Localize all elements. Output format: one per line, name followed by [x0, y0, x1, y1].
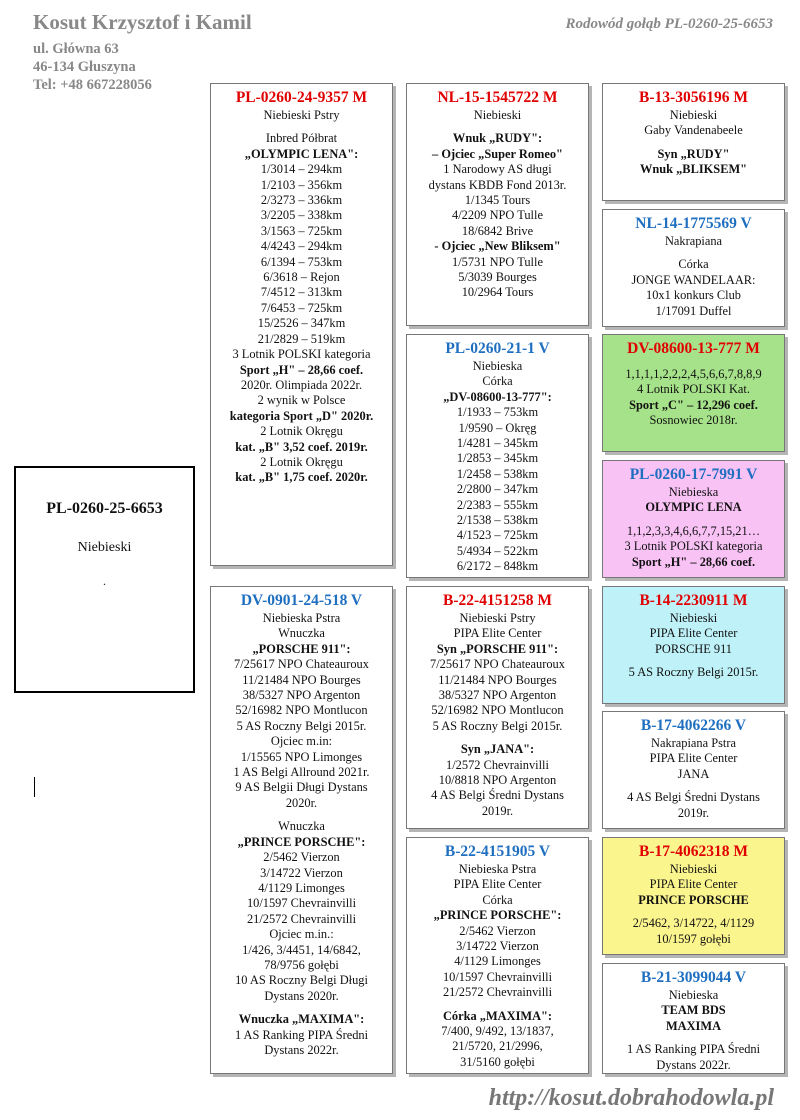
pedigree-line: 6/3618 – Rejon	[263, 270, 340, 285]
pedigree-line: 2/2800 – 347km	[456, 482, 539, 497]
pedigree-title: Rodowód gołąb PL-0260-25-6653	[565, 16, 773, 32]
ring-number: NL-15-1545722 M	[437, 89, 558, 106]
pedigree-line: 4/1523 – 725km	[456, 528, 539, 543]
ring-number: NL-14-1775569 V	[635, 215, 752, 232]
pedigree-line: 10/2964 Tours	[461, 285, 534, 300]
pedigree-line: Gaby Vandenabeele	[644, 123, 743, 138]
ring-number: B-22-4151905 V	[444, 843, 551, 860]
main-bird-box	[14, 466, 195, 693]
breeder-address	[33, 40, 152, 94]
pedigree-line: 21/2829 – 519km	[257, 331, 346, 346]
pedigree-line: 9 AS Belgii Długi Dystans	[235, 780, 368, 795]
pedigree-line: 2 Lotnik Okręgu	[260, 424, 343, 439]
pedigree-line: 7/400, 9/492, 13/1837,	[441, 1024, 554, 1039]
pedigree-line: 1/1345 Tours	[464, 193, 531, 208]
pedigree-line: Dystans 2022r.	[264, 1042, 339, 1057]
pedigree-line: 2/5462, 3/14722, 4/1129	[632, 916, 755, 931]
ffm-box	[602, 209, 785, 327]
pedigree-line: 6/2172 – 848km	[456, 559, 539, 574]
pedigree-line: JONGE WANDELAAR:	[631, 272, 756, 287]
mfm-box	[602, 711, 785, 829]
pedigree-line: 5/3039 Bourges	[458, 270, 537, 285]
pedigree-line: Inbred Półbrat	[265, 131, 338, 146]
pedigree-line: OLYMPIC LENA	[645, 500, 742, 515]
pedigree-line: Ojciec m.in.:	[269, 927, 334, 942]
pedigree-line: 2020r. Olimpiada 2022r.	[240, 377, 363, 392]
mm-box	[406, 837, 589, 1074]
pedigree-line: 4/2209 NPO Tulle	[452, 208, 543, 223]
pedigree-line: Syn „JANA":	[460, 742, 535, 757]
ring-number: DV-0901-24-518 V	[240, 592, 363, 609]
pedigree-line: 1/3014 – 294km	[260, 162, 343, 177]
pedigree-line: 10/1597 gołębi	[656, 931, 731, 946]
pedigree-line: 2019r.	[481, 803, 514, 818]
pedigree-line: PIPA Elite Center	[649, 626, 738, 641]
pedigree-line: 5 AS Roczny Belgi 2015r.	[432, 718, 563, 733]
spacer	[607, 782, 780, 790]
pedigree-line: 1/2458 – 538km	[456, 466, 539, 481]
pedigree-line: 52/16982 NPO Montlucon	[235, 703, 368, 718]
pedigree-line: 38/5327 NPO Argenton	[242, 688, 361, 703]
pedigree-line: Ojciec m.in:	[270, 734, 333, 749]
pedigree-line: „OLYMPIC LENA":	[244, 146, 359, 161]
pedigree-line: 11/21484 NPO Bourges	[438, 672, 557, 687]
breeder-name: Kosut Krzysztof i Kamil	[33, 10, 252, 34]
pedigree-line: PRINCE PORSCHE	[638, 892, 749, 907]
pedigree-line: Sosnowiec 2018r.	[649, 413, 738, 428]
pedigree-line: 1/2103 – 356km	[260, 177, 343, 192]
mother-box	[210, 586, 393, 1074]
pedigree-line: 2/2383 – 555km	[456, 497, 539, 512]
pedigree-line: 10/8818 NPO Argenton	[438, 773, 557, 788]
pedigree-line: 10 AS Roczny Belgi Długi	[235, 973, 368, 988]
spacer	[607, 139, 780, 147]
fmm-box	[602, 460, 785, 578]
pedigree-line: 1/2853 – 345km	[456, 451, 539, 466]
pedigree-line: PIPA Elite Center	[649, 877, 738, 892]
pedigree-line: 5 AS Roczny Belgi 2015r.	[628, 665, 759, 680]
pedigree-line: Nakrapiana Pstra	[651, 736, 736, 750]
pedigree-line: 1/9590 – Okręg	[458, 420, 537, 435]
mf-box	[406, 586, 589, 829]
pedigree-line: 3 Lotnik POLSKI kategoria	[624, 539, 763, 554]
pedigree-line: Wnuk „RUDY":	[452, 131, 543, 146]
pedigree-line: PIPA Elite Center	[453, 877, 542, 892]
pedigree-line: 38/5327 NPO Argenton	[438, 688, 557, 703]
pedigree-line: 52/16982 NPO Montlucon	[431, 703, 564, 718]
pedigree-line: kat. „B" 1,75 coef. 2020r.	[235, 470, 368, 485]
ring-number: PL-0260-24-9357 M	[235, 89, 368, 106]
spacer	[215, 811, 388, 819]
fff-box	[602, 83, 785, 201]
spacer	[607, 908, 780, 916]
pedigree-line: 21/5720, 21/2996,	[452, 1039, 543, 1054]
pedigree-line: „PRINCE PORSCHE":	[433, 908, 562, 923]
pedigree-line: Sport „H" – 28,66 coef.	[239, 362, 364, 377]
pedigree-line: Niebieski	[473, 108, 522, 122]
pedigree-line: 1 AS Ranking PIPA Średni	[234, 1027, 369, 1042]
pedigree-line: Wnuk „BLIKSEM"	[639, 162, 748, 177]
address-city: 46-134 Głuszyna	[33, 59, 136, 75]
pedigree-line: 5/4934 – 522km	[456, 543, 539, 558]
pedigree-line: - Ojciec „New Bliksem"	[434, 239, 561, 254]
pedigree-line: PIPA Elite Center	[453, 626, 542, 641]
pedigree-line: „DV-08600-13-777":	[443, 389, 552, 404]
pedigree-line: 1/5731 NPO Tulle	[452, 254, 543, 269]
pedigree-line: 1,1,1,1,2,2,2,4,5,6,6,7,8,8,9	[625, 367, 762, 381]
pedigree-line: 1/2572 Chevrainvilli	[446, 757, 549, 772]
pedigree-line: 4 AS Belgi Średni Dystans	[627, 790, 760, 805]
pedigree-line: 2020r.	[285, 795, 318, 810]
pedigree-line: 7/25617 NPO Chateauroux	[430, 657, 565, 672]
pedigree-line: 4/4243 – 294km	[260, 239, 343, 254]
spacer	[411, 123, 584, 131]
pedigree-line: 4 Lotnik POLSKI Kat.	[637, 382, 750, 397]
pedigree-line: 10/1597 Chevrainvilli	[246, 896, 357, 911]
pedigree-line: 4/1129 Limonges	[454, 954, 541, 969]
ring-number: B-21-3099044 V	[640, 969, 747, 986]
spacer	[607, 1034, 780, 1042]
mmf-box	[602, 837, 785, 955]
pedigree-line: 1 AS Ranking PIPA Średni	[626, 1042, 761, 1057]
pedigree-line: kat. „B" 3,52 coef. 2019r.	[235, 439, 368, 454]
pedigree-line: Syn „PORSCHE 911":	[436, 641, 559, 656]
pedigree-line: 21/2572 Chevrainvilli	[246, 911, 357, 926]
pedigree-line: 1,1,2,3,3,4,6,6,7,7,15,21…	[626, 523, 761, 538]
pedigree-line: Wnuczka	[278, 626, 325, 641]
pedigree-line: Dystans 2020r.	[264, 988, 339, 1003]
pedigree-line: Nakrapiana	[664, 234, 723, 248]
pedigree-line: Sport „H" – 28,66 coef.	[631, 554, 756, 569]
pedigree-line: 7/6453 – 725km	[260, 300, 343, 315]
pedigree-line: TEAM BDS	[661, 1003, 726, 1018]
pedigree-line: kategoria Sport „D" 2020r.	[229, 408, 374, 423]
pedigree-line: 5 AS Roczny Belgi 2015r.	[236, 718, 367, 733]
pedigree-line: 10x1 konkurs Club	[646, 288, 741, 303]
pedigree-line: 78/9756 gołębi	[264, 957, 339, 972]
pedigree-line: 1/426, 3/4451, 14/6842,	[242, 942, 361, 957]
pedigree-line: 2 Lotnik Okręgu	[260, 454, 343, 469]
pedigree-line: Niebieski	[669, 108, 718, 122]
pedigree-line: Niebieska Pstra	[458, 862, 537, 876]
fm-box	[406, 334, 589, 578]
text-cursor	[34, 777, 35, 797]
ring-number: B-14-2230911 M	[639, 592, 748, 609]
pedigree-line: 7/25617 NPO Chateauroux	[234, 657, 369, 672]
pedigree-line: Niebieska	[668, 485, 719, 499]
pedigree-line: 7/4512 – 313km	[260, 285, 343, 300]
ff-box	[406, 83, 589, 326]
spacer	[411, 1001, 584, 1009]
pedigree-line: 1/17091 Duffel	[655, 303, 732, 318]
father-box	[210, 83, 393, 566]
pedigree-line: 1 AS Belgi Allround 2021r.	[233, 765, 370, 780]
main-bird-mark: .	[103, 574, 106, 588]
fmf-box	[602, 334, 785, 452]
pedigree-line: 2/5462 Vierzon	[263, 850, 340, 865]
spacer	[607, 516, 780, 524]
ring-number: PL-0260-17-7991 V	[629, 466, 758, 483]
pedigree-line: 2019r.	[677, 805, 710, 820]
pedigree-line: 1/1933 – 753km	[456, 405, 539, 420]
pedigree-line: 3/14722 Vierzon	[260, 865, 343, 880]
pedigree-line: 1/15565 NPO Limonges	[240, 749, 363, 764]
pedigree-line: 31/5160 gołębi	[460, 1054, 535, 1069]
pedigree-line: 2 wynik w Polsce	[257, 393, 346, 408]
pedigree-line: „PRINCE PORSCHE":	[237, 834, 366, 849]
pedigree-line: 2/1538 – 538km	[456, 513, 539, 528]
ring-number: B-13-3056196 M	[639, 89, 748, 106]
pedigree-line: 10/1597 Chevrainvilli	[442, 969, 553, 984]
ring-number: B-22-4151258 M	[443, 592, 552, 609]
pedigree-line: 11/21484 NPO Bourges	[242, 672, 361, 687]
pedigree-line: PORSCHE 911	[655, 641, 732, 656]
pedigree-line: JANA	[677, 766, 710, 781]
pedigree-line: 18/6842 Brive	[461, 223, 534, 238]
pedigree-line: Niebieski	[669, 862, 718, 876]
address-street: ul. Główna 63	[33, 41, 119, 57]
pedigree-line: Sport „C" – 12,296 coef.	[629, 397, 758, 412]
website-link[interactable]: http://kosut.dobrahodowla.pl	[488, 1085, 774, 1111]
pedigree-line: 3/2205 – 338km	[260, 208, 343, 223]
pedigree-line: Niebieski	[669, 611, 718, 625]
pedigree-line: 2/5462 Vierzon	[459, 923, 536, 938]
pedigree-line: PIPA Elite Center	[649, 751, 738, 766]
pedigree-line: – Ojciec „Super Romeo"	[432, 146, 563, 161]
pedigree-line: Dystans 2022r.	[656, 1057, 731, 1072]
pedigree-line: Niebieski Pstry	[459, 611, 536, 625]
spacer	[215, 1004, 388, 1012]
pedigree-line: Niebieska	[668, 988, 719, 1002]
spacer	[607, 359, 780, 367]
pedigree-line: Syn „RUDY"	[657, 146, 730, 161]
pedigree-line: Wnuczka	[278, 819, 325, 834]
pedigree-line: 6/1394 – 753km	[260, 254, 343, 269]
address-phone: Tel: +48 667228056	[33, 77, 152, 93]
pedigree-line: 21/2572 Chevrainvilli	[442, 985, 553, 1000]
pedigree-line: Niebieska	[472, 359, 523, 373]
ring-number: B-17-4062266 V	[640, 717, 747, 734]
spacer	[411, 734, 584, 742]
ring-number: B-17-4062318 M	[639, 843, 748, 860]
pedigree-line: 1 Narodowy AS długi	[443, 162, 552, 177]
pedigree-line: Niebieska Pstra	[262, 611, 341, 625]
pedigree-line: 15/2526 – 347km	[257, 316, 346, 331]
pedigree-line: 1/4281 – 345km	[456, 436, 539, 451]
pedigree-line: Córka	[482, 892, 513, 907]
main-bird-color: Niebieski	[77, 540, 132, 555]
pedigree-line: dystans KBDB Fond 2013r.	[428, 177, 567, 192]
pedigree-line: Wnuczka „MAXIMA":	[238, 1012, 365, 1027]
pedigree-line: Córka „MAXIMA":	[442, 1008, 553, 1023]
pedigree-line: 2/3273 – 336km	[260, 193, 343, 208]
spacer	[215, 123, 388, 131]
pedigree-line: 3/14722 Vierzon	[456, 939, 539, 954]
pedigree-line: 4 AS Belgi Średni Dystans	[431, 788, 564, 803]
ring-number: DV-08600-13-777 M	[627, 340, 760, 357]
mmm-box	[602, 963, 785, 1074]
pedigree-line: 3/1563 – 725km	[260, 223, 343, 238]
pedigree-line: MAXIMA	[665, 1018, 722, 1033]
ring-number: PL-0260-21-1 V	[445, 340, 550, 357]
pedigree-line: Córka	[482, 374, 513, 389]
pedigree-line: 3 Lotnik POLSKI kategoria	[232, 347, 371, 362]
main-bird-ring: PL-0260-25-6653	[46, 500, 163, 517]
pedigree-line: „PORSCHE 911":	[252, 641, 351, 656]
spacer	[607, 657, 780, 665]
pedigree-line: 4/1129 Limonges	[258, 880, 345, 895]
pedigree-line: Córka	[678, 257, 709, 272]
spacer	[607, 249, 780, 257]
pedigree-line: Niebieski Pstry	[263, 108, 340, 122]
mff-box	[602, 586, 785, 704]
